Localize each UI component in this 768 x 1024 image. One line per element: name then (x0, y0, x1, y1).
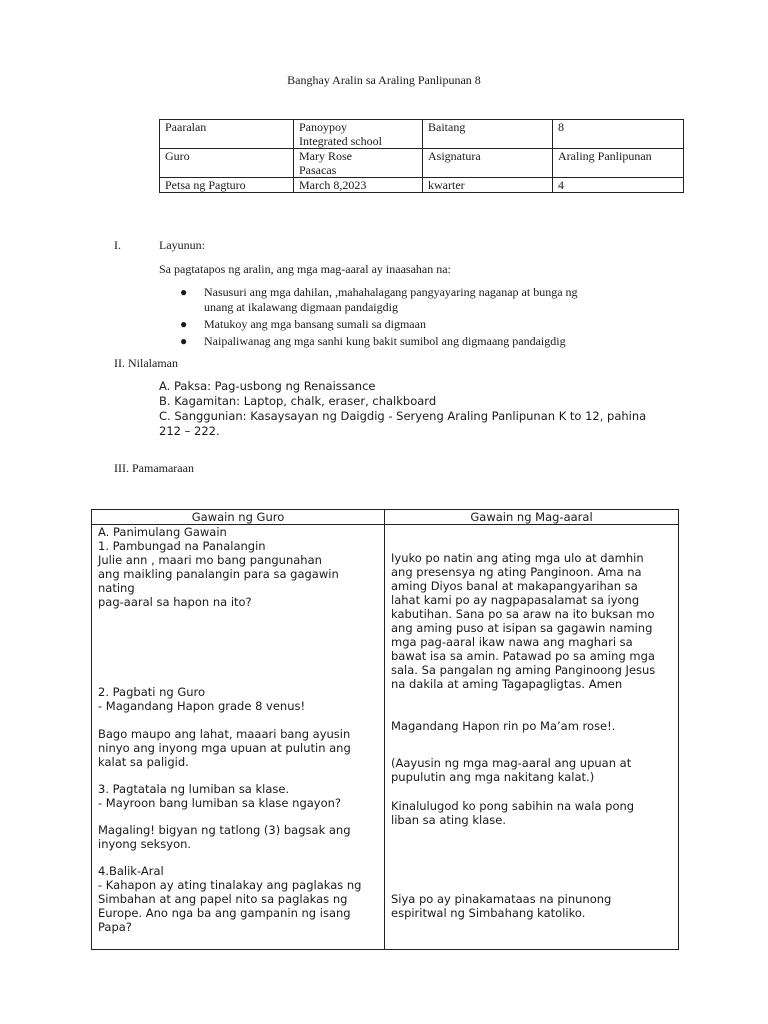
procedure-heading: III. Pamamaraan (114, 461, 194, 475)
objectives-heading: Layunun: (159, 238, 205, 252)
student-line: pupulutin ang mga nakitang kalat.) (391, 770, 595, 784)
content-line: C. Sanggunian: Kasaysayan ng Daigdig - Seryeng Araling Panlipunan K to 12, pahina (159, 409, 647, 423)
info-label: Petsa ng Pagturo (160, 178, 294, 193)
teacher-line: Europe. Ano nga ba ang gampanin ng isang (98, 906, 351, 920)
objective-text-line: Nasusuri ang mga dahilan, ,mahahalagang pangyayaring naganap at bunga ng (204, 285, 578, 299)
info-label: Guro (160, 149, 294, 178)
student-column-header: Gawain ng Mag-aaral (385, 510, 679, 525)
student-line: ang presensya ng ating Panginoon. Ama na (391, 565, 642, 579)
info-row (160, 178, 684, 193)
student-line: sala. Sa pangalan ng aming Panginoong Jesus (391, 663, 656, 677)
student-line: ang aming puso at isipan sa gagawin naming (391, 621, 653, 635)
objective-item (180, 334, 690, 349)
student-line: Iyuko po natin ang ating mga ulo at damhin (391, 551, 644, 565)
info-value-line: March 8,2023 (299, 178, 367, 192)
document-title: Banghay Aralin sa Araling Panlipunan 8 (287, 73, 481, 87)
teacher-line: 4.Balik-Aral (98, 864, 164, 878)
info-label: Paaralan (160, 120, 294, 149)
content-line: A. Paksa: Pag-usbong ng Renaissance (159, 379, 376, 393)
student-line: (Aayusin ng mga mag-aaral ang upuan at (391, 756, 632, 770)
teacher-line: A. Panimulang Gawain (98, 525, 227, 539)
teacher-activities-cell (92, 525, 385, 950)
teacher-line: ang maikling panalangin para sa gagawin (98, 567, 339, 581)
procedure-body-row (92, 525, 679, 950)
info-row (160, 149, 684, 178)
procedure-table (91, 509, 679, 950)
objective-text-line: unang at ikalawang digmaan pandaigdig (204, 300, 398, 314)
teacher-line: 2. Pagbati ng Guro (98, 685, 206, 699)
objectives-number: I. (114, 238, 121, 252)
student-line: aming Diyos banal at makapangyarihan sa (391, 579, 638, 593)
content-line: 212 – 222. (159, 424, 220, 438)
student-activities-cell (385, 525, 679, 950)
teacher-line: Bago maupo ang lahat, maaari bang ayusin (98, 727, 351, 741)
info-value (294, 120, 423, 149)
student-line: lahat kami po ay nagpapasalamat sa iyong (391, 593, 640, 607)
teacher-line: inyong seksyon. (98, 837, 192, 851)
bullet-icon: ● (180, 317, 188, 331)
objective-text-line: Naipaliwanag ang mga sanhi kung bakit sumibol ang digmaang pandaigdig (204, 334, 566, 348)
teacher-line: Magaling! bigyan ng tatlong (3) bagsak ang (98, 823, 351, 837)
procedure-header-row (92, 510, 679, 525)
teacher-line: Julie ann , maari mo bang pangunahan (98, 553, 322, 567)
objective-item (180, 285, 690, 315)
bullet-icon: ● (180, 285, 188, 299)
teacher-line: - Mayroon bang lumiban sa klase ngayon? (98, 796, 342, 810)
teacher-line: nating (98, 581, 135, 595)
student-line: mga pag-aaral ikaw nawa ang maghari sa (391, 635, 633, 649)
teacher-line: 3. Pagtatala ng lumiban sa klase. (98, 782, 290, 796)
info-row (160, 120, 684, 149)
info-value-line: Panoypoy (299, 120, 347, 134)
info-label: Baitang (423, 120, 553, 149)
teacher-line: ninyo ang inyong mga upuan at pulutin ang (98, 741, 351, 755)
teacher-line: Simbahan at ang papel nito sa paglakas ng (98, 892, 348, 906)
teacher-line: Papa? (98, 920, 132, 934)
teacher-line: kalat sa paligid. (98, 755, 189, 769)
content-details (159, 379, 681, 439)
objective-text-line: Matukoy ang mga bansang sumali sa digmaan (204, 317, 426, 331)
info-label: kwarter (423, 178, 553, 193)
objectives-intro: Sa pagtatapos ng aralin, ang mga mag-aaral ay inaasahan na: (159, 262, 451, 276)
student-line: bawat isa sa amin. Patawad po sa aming mga (391, 649, 655, 663)
lesson-info-table (159, 119, 684, 193)
info-value-line: Mary Rose (299, 149, 352, 163)
bullet-icon: ● (180, 334, 188, 348)
teacher-line: pag-aaral sa hapon na ito? (98, 595, 252, 609)
info-value (294, 178, 423, 193)
student-line: na dakila at aming Tagapagligtas. Amen (391, 677, 623, 691)
info-value (294, 149, 423, 178)
student-line: Siya po ay pinakamataas na pinunong (391, 892, 612, 906)
student-line: Magandang Hapon rin po Ma’am rose!. (391, 719, 616, 733)
content-heading: II. Nilalaman (114, 356, 178, 370)
student-line: liban sa ating klase. (391, 813, 506, 827)
teacher-column-header: Gawain ng Guro (92, 510, 385, 525)
student-line: kabutihan. Sana po sa araw na ito buksan mo (391, 607, 655, 621)
teacher-line: - Kahapon ay ating tinalakay ang paglakas ng (98, 878, 362, 892)
content-line: B. Kagamitan: Laptop, chalk, eraser, chalkboard (159, 394, 437, 408)
info-label: Asignatura (423, 149, 553, 178)
objectives-list (180, 285, 690, 351)
info-value-line: Pasacas (299, 163, 337, 177)
info-value-line: Integrated school (299, 134, 382, 148)
student-line: espiritwal ng Simbahang katoliko. (391, 906, 586, 920)
objective-item (180, 317, 690, 332)
info-value: Araling Panlipunan (553, 149, 684, 178)
info-value: 8 (553, 120, 684, 149)
teacher-line: 1. Pambungad na Panalangin (98, 539, 266, 553)
teacher-line: - Magandang Hapon grade 8 venus! (98, 699, 306, 713)
info-value: 4 (553, 178, 684, 193)
student-line: Kinalulugod ko pong sabihin na wala pong (391, 799, 635, 813)
